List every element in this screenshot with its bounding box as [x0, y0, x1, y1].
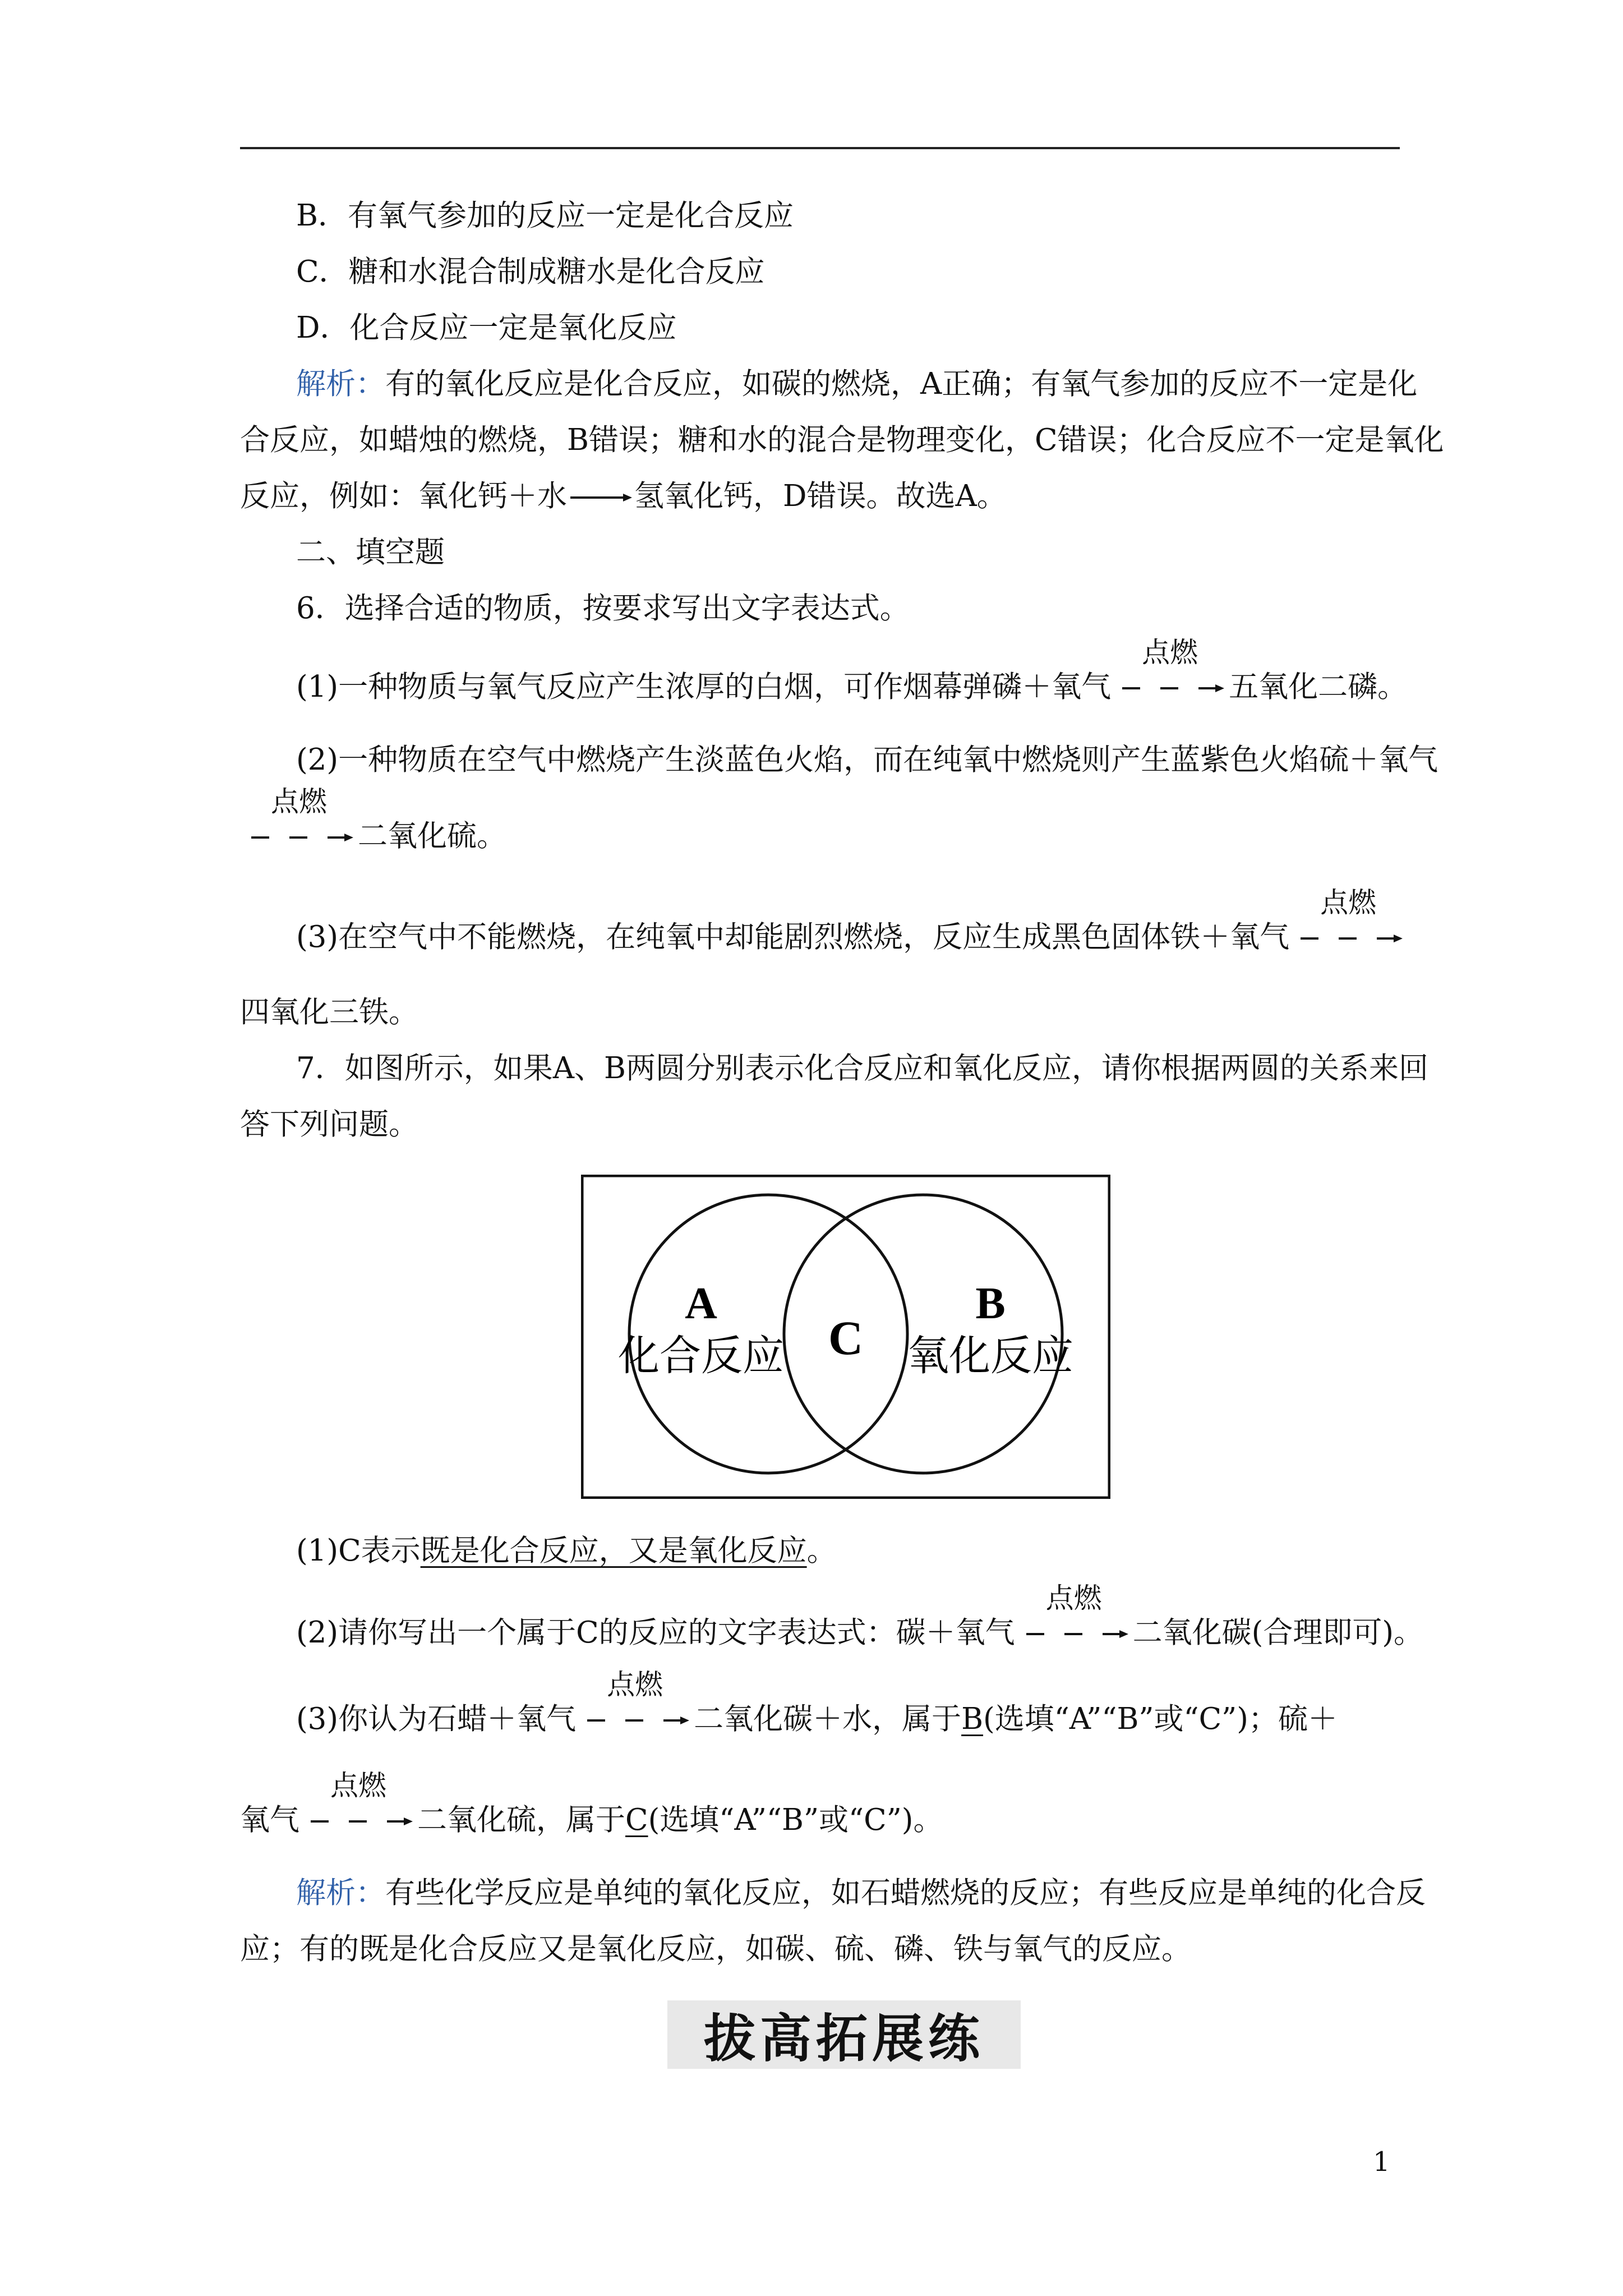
- q7-sub-1: (1)C表示既是化合反应，又是氧化反应。: [296, 1534, 837, 1568]
- circle-b-letter: B: [975, 1279, 1006, 1328]
- ignite-arrow: [1111, 636, 1229, 707]
- option-d: D．化合反应一定是氧化反应: [296, 311, 677, 345]
- ignite-arrow: [299, 1769, 417, 1840]
- analysis-label: 解析：: [296, 367, 385, 401]
- circle-a-letter: A: [685, 1279, 717, 1328]
- q7-stem-line-2: 答下列问题。: [240, 1107, 418, 1142]
- q6-part-3-line-1: (3)在空气中不能燃烧，在纯氧中却能剧烈燃烧，反应生成黑色固体铁＋氧气 点燃: [296, 918, 1407, 957]
- q7-sub-3: (3)你认为石蜡＋氧气 点燃 二氧化碳＋水，属于B(选填“A”“B”或“C”)；硫＋: [296, 1700, 1338, 1739]
- option-b: B．有氧气参加的反应一定是化合反应: [296, 199, 794, 233]
- section-title: 二、填空题: [296, 535, 445, 569]
- analysis-1-line-1: 解析：有的氧化反应是化合反应，如碳的燃烧，A正确；有氧气参加的反应不一定是化: [296, 367, 1418, 401]
- q6-part-2-line-2: 点燃 二氧化硫。: [240, 817, 506, 856]
- intersection-letter: C: [828, 1311, 864, 1365]
- answer-blank: 既是化合反应，又是氧化反应: [420, 1534, 807, 1568]
- page-number: 1: [1373, 2146, 1390, 2178]
- condition-label: 点燃: [271, 785, 327, 818]
- condition-label: 点燃: [1320, 886, 1377, 919]
- section-banner: [667, 2000, 1021, 2069]
- q6-part-2-line-1: (2)一种物质在空气中燃烧产生淡蓝色火焰，而在纯氧中燃烧则产生蓝紫色火焰硫＋氧气: [296, 743, 1438, 777]
- analysis-2-line-1: 解析：有些化学反应是单纯的氧化反应，如石蜡燃烧的反应；有些反应是单纯的化合反: [296, 1876, 1426, 1910]
- circle-b-label: 氧化反应: [907, 1332, 1073, 1379]
- q6-stem: 6．选择合适的物质，按要求写出文字表达式。: [296, 591, 910, 625]
- condition-label: 点燃: [1045, 1582, 1102, 1614]
- analysis-2-line-2: 应；有的既是化合反应又是氧化反应，如碳、硫、磷、铁与氧气的反应。: [240, 1932, 1191, 1966]
- analysis-1-line-2: 合反应，如蜡烛的燃烧，B错误；糖和水的混合是物理变化，C错误；化合反应不一定是氧化: [240, 423, 1444, 457]
- answer-blank: B: [961, 1702, 984, 1736]
- q7-sub-3-cont: 氧气 点燃 二氧化硫，属于C(选填“A”“B”或“C”)。: [240, 1801, 943, 1840]
- q7-stem-line-1: 7．如图所示，如果A、B两圆分别表示化合反应和氧化反应，请你根据两圆的关系来回: [296, 1051, 1428, 1085]
- condition-label: 点燃: [607, 1668, 663, 1701]
- answer-blank: C: [625, 1803, 648, 1837]
- ignite-arrow: [1289, 886, 1407, 957]
- condition-label: 点燃: [1142, 636, 1198, 669]
- ignite-arrow: [576, 1668, 694, 1739]
- analysis-label: 解析：: [296, 1876, 385, 1910]
- q7-sub-2: (2)请你写出一个属于C的反应的文字表达式：碳＋氧气 点燃 二氧化碳(合理即可)。: [296, 1613, 1423, 1653]
- option-c: C．糖和水混合制成糖水是化合反应: [296, 255, 765, 289]
- ignite-arrow: [1015, 1582, 1133, 1653]
- venn-diagram: [581, 1175, 1110, 1499]
- header-rule: [240, 147, 1400, 149]
- banner-title: 拔高拓展练: [703, 2009, 984, 2069]
- q6-part-1: (1)一种物质与氧气反应产生浓厚的白烟，可作烟幕弹磷＋氧气 点燃 五氧化二磷。: [296, 668, 1407, 707]
- q6-part-3-line-2: 四氧化三铁。: [240, 995, 418, 1029]
- condition-label: 点燃: [330, 1769, 386, 1802]
- analysis-1-line-3: 反应，例如：氧化钙＋水 氢氧化钙，D错误。故选A。: [240, 477, 1007, 516]
- ignite-arrow: [240, 785, 358, 856]
- reaction-arrow: [567, 477, 634, 516]
- circle-a-label: 化合反应: [618, 1332, 784, 1379]
